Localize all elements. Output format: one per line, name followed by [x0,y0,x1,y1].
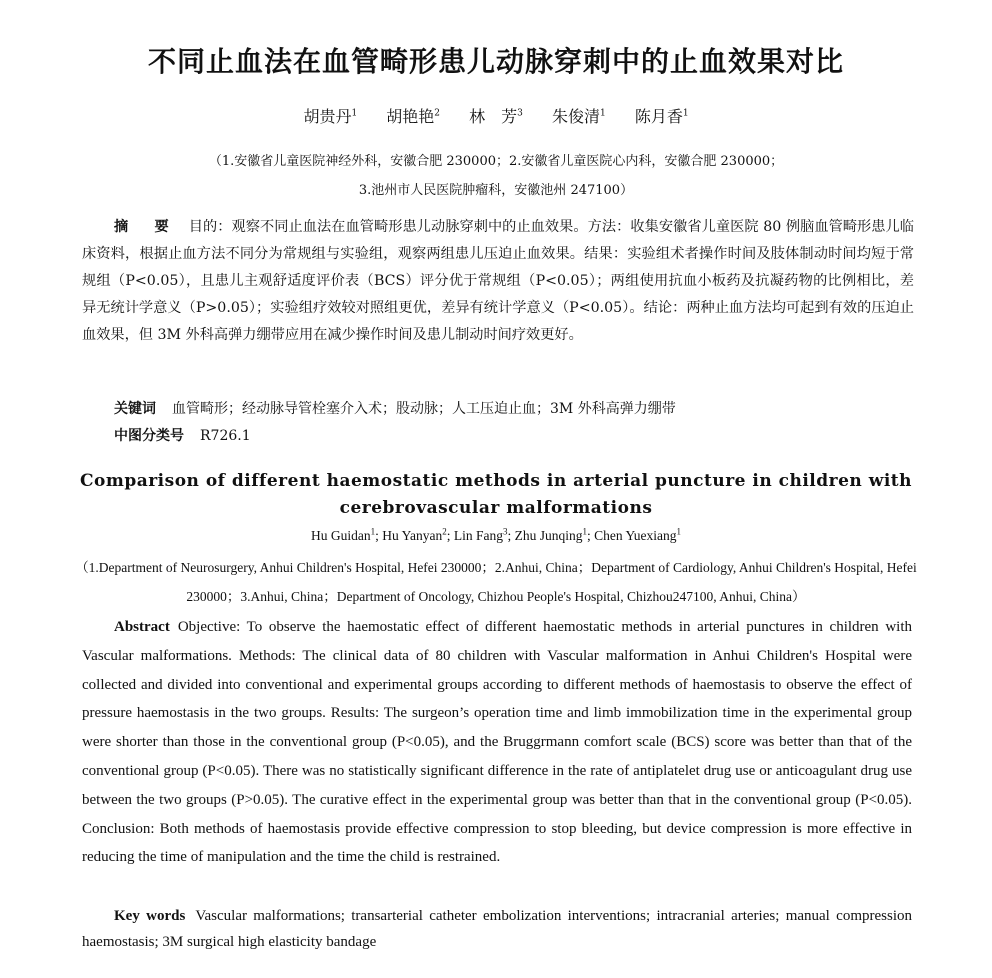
chinese-keywords-text: 血管畸形；经动脉导管栓塞介入术；股动脉；人工压迫止血；3M 外科高弹力绷带 [172,401,676,417]
classification-label: 中图分类号 [114,428,184,444]
chinese-keywords-label: 关键词 [114,401,156,417]
english-abstract-label: Abstract [114,619,170,635]
english-title: Comparison of different haemostatic methods in arterial puncture in children with cerebrovascular malformations [79,471,913,518]
english-abstract-text: Objective: To observe the haemostatic effect of different haemostatic methods in arterial punctures in children with Vascular malformations. Methods: The clinical data of 80 children with Vascular malformation in Anhui Children's Hospital were collected and divided into conventional and experimental groups according to different methods of haemostasis to observe the effect of pressure haemostasis in the two groups. Results: The surgeon’s operation time and limb immobilization time in the experimental group were shorter than those in the conventional group (P<0.05), and the Bruggrmann comfort scale (BCS) score was better than that of the conventional group (P<0.05). There was no statistically significant difference in the rate of antiplatelet drug use or anticoagulant drug use between the two groups (P>0.05). The curative effect in the experimental group was better than that in the conventional group (P<0.05). Conclusion: Both methods of haemostasis provide effective compression to stop bleeding, but device compression is more effective in reducing the time of manipulation and the time the child is restrained. [82,619,912,866]
english-abstract [82,613,912,872]
chinese-affiliation-line2: 3.池州市人民医院肿瘤科，安徽池州 247100） [358,183,634,198]
english-author: Lin Fang$^3$; [453,526,515,543]
english-author: Zhu Junqing$^1$; [514,526,595,543]
english-keywords-label: Key words [114,908,186,924]
english-authors [0,528,992,544]
chinese-author: 陈月香$^1$ [634,107,689,126]
chinese-keywords [114,398,676,418]
classification-value: R726.1 [200,428,251,444]
english-affiliation: （1.Department of Neurosurgery, Anhui Children's Hospital, Hefei 230000；2.Anhui, China；Department of Cardiology, Anhui Children's Hospital, Hefei 230000；3.Anhui, China；Department of Oncology, Chizhou People's Hospital, Chizhou247100, Anhui, China） [75,560,917,604]
chinese-author: 朱俊清$^1$ [551,107,606,126]
chinese-affiliation-line1: （1.安徽省儿童医院神经外科，安徽合肥 230000；2.安徽省儿童医院心内科，安徽合肥 230000； [208,154,784,169]
chinese-abstract [82,214,914,349]
chinese-author: 林 芳$^3$ [469,107,523,126]
english-keywords-text: Vascular malformations; transarterial catheter embolization interventions; intracranial arteries; manual compression haemostasis; 3M surgical high elasticity bandage [82,908,912,950]
english-author: Hu Guidan$^1$; [310,526,383,543]
chinese-authors [0,104,992,127]
english-author: Chen Yuexiang$^1$ [594,526,682,543]
chinese-title: 不同止血法在血管畸形患儿动脉穿刺中的止血效果对比 [147,45,844,78]
english-keywords [82,903,912,955]
chinese-author: 胡贵丹$^1$ [303,107,358,126]
classification-number [114,425,251,445]
chinese-abstract-text: 目的：观察不同止血法在血管畸形患儿动脉穿刺中的止血效果。方法：收集安徽省儿童医院 80 例脑血管畸形患儿临床资料，根据止血方法不同分为常规组与实验组，观察两组患儿压迫止血效果。结果：实验组术者操作时间及肢体制动时间均短于常规组（P<0.05），且患儿主观舒适度评价表（BCS）评分优于常规组（P<0.05）；两组使用抗血小板药及抗凝药物的比例相比，差异无统计学意义（P>0.05）；实验组疗效较对照组更优，差异有统计学意义（P<0.05）。结论：两种止血方法均可起到有效的压迫止血效果，但 3M 外科高弹力绷带应用在减少操作时间及患儿制动时间疗效更好。 [82,219,914,344]
english-author: Hu Yanyan$^2$; [382,526,454,543]
chinese-author: 胡艳艳$^2$ [386,107,441,126]
chinese-abstract-label: 摘 要 [114,219,175,235]
